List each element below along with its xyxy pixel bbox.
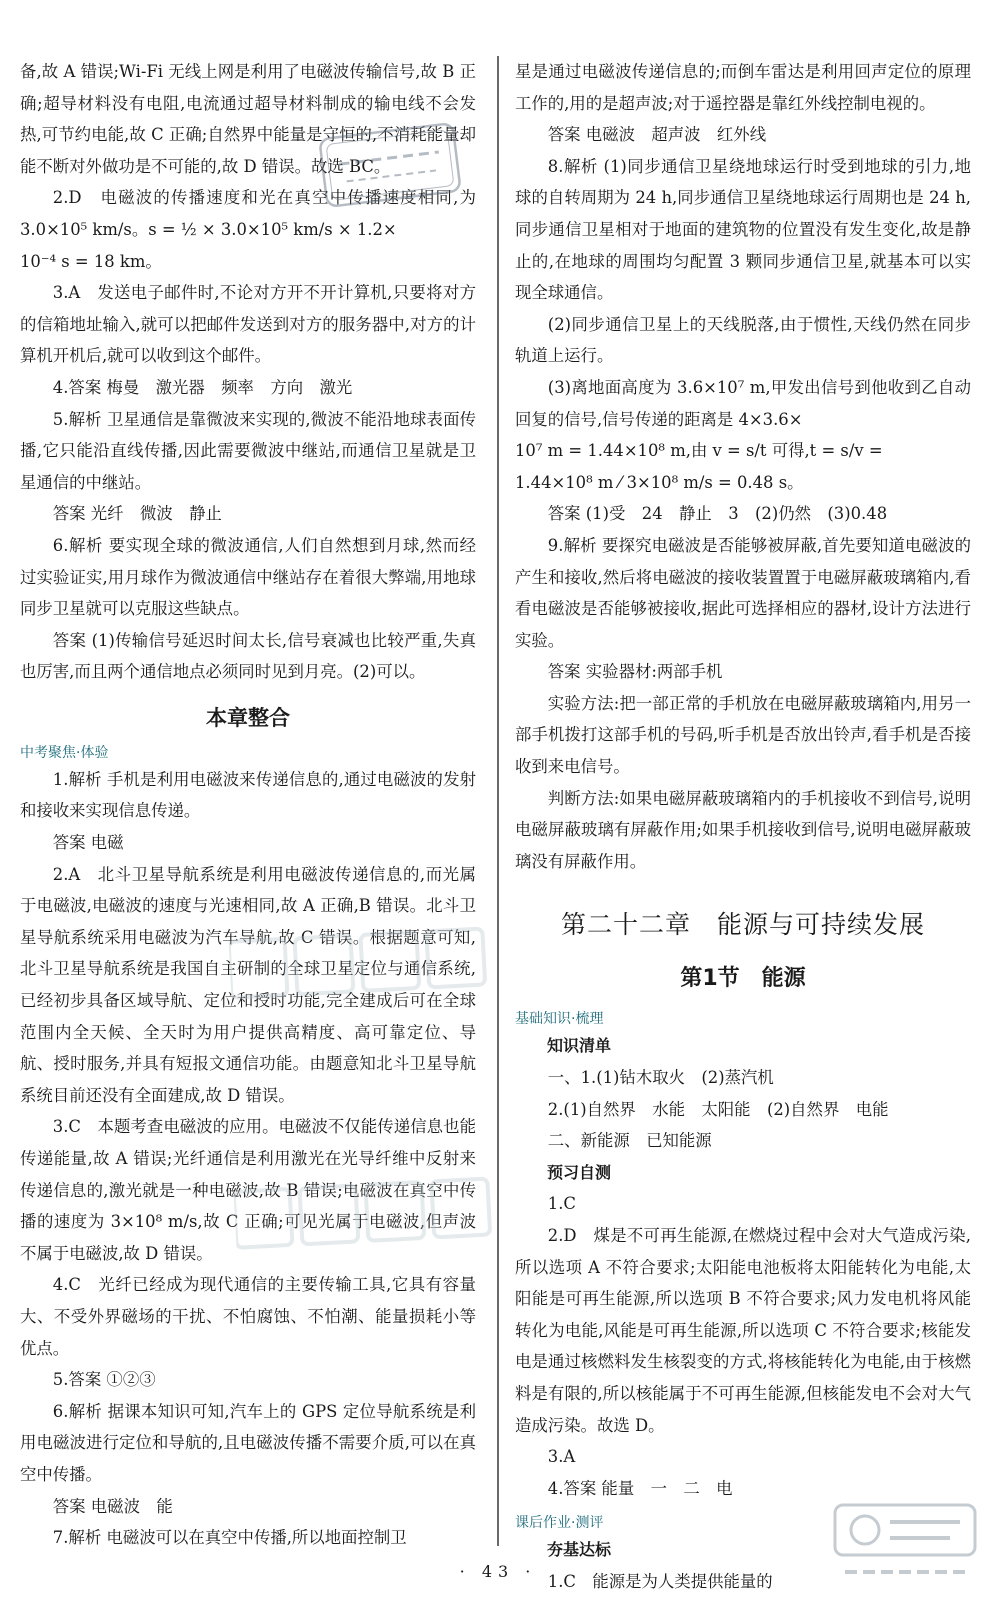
page-number: · 43 · [459, 1562, 537, 1581]
answer-2-line2: 10⁻⁴ s = 18 km。 [20, 251, 162, 271]
left-column [20, 56, 476, 1554]
subheading: 预习自测 [547, 1162, 612, 1182]
section-title: 第1节 能源 [680, 966, 806, 992]
section-tag: 课后作业·测评 [515, 1515, 604, 1532]
question-5: 5.答案 ①②③ [52, 1370, 156, 1390]
answer-8-part3-line3: 1.44×10⁸ m ⁄ 3×10⁸ m/s = 0.48 s。 [515, 472, 804, 492]
answer-5-result: 答案 光纤 微波 静止 [52, 504, 222, 524]
paragraph: 星是通过电磁波传递信息的;而倒车雷达是利用回声定位的原理工作的,用的是超声波;对于遥控器是靠红外线控制电视的。 [515, 62, 971, 113]
answer-9-judgement: 判断方法:如果电磁屏蔽玻璃箱内的手机接收不到信号,说明电磁屏蔽玻璃有屏蔽作用;如果手机接收到信号,说明电磁屏蔽玻璃没有屏蔽作用。 [515, 788, 971, 871]
right-column [515, 56, 971, 1598]
answer-9: 9.解析 要探究电磁波是否能够被屏蔽,首先要知道电磁波的产生和接收,然后将电磁波的接收装置置于电磁屏蔽玻璃箱内,看看电磁波是否能够被接收,据此可选择相应的器材,设计方法进行实验。 [515, 535, 971, 650]
knowledge-item-1: 一、1.(1)钻木取火 (2)蒸汽机 [547, 1068, 774, 1088]
answer-8-part3-line2: 10⁷ m = 1.44×10⁸ m,由 v = s/t 可得,t = s/v = [515, 441, 883, 461]
preview-2: 2.D 煤是不可再生能源,在燃烧过程中会对大气造成污染,所以选项 A 不符合要求;太阳能电池板将太阳能转化为电能,太阳能是可再生能源,所以选项 B 不符合要求;风力发电机将风能转化为电能,风能是可再生能源,所以选项 C 不符合要求;核能发电是通过核燃料发生核裂变的方式,将核能转化为电能,由于核燃料是有限的,所以核能属于不可再生能源,但核能发电不会对大气造成污染。故选 D。 [515, 1226, 971, 1435]
answer-4: 4.答案 梅曼 激光器 频率 方向 激光 [52, 377, 353, 397]
section-tag: 基础知识·梳理 [515, 1011, 604, 1028]
column-divider [497, 56, 499, 1546]
homework-1: 1.C 能源是为人类提供能量的 [547, 1571, 773, 1591]
answer-6: 6.解析 要实现全球的微波通信,人们自然想到月球,然而经过实验证实,用月球作为微波通信中继站存在着很大弊端,用地球同步卫星就可以克服这些缺点。 [20, 535, 476, 619]
question-1-answer: 答案 电磁 [52, 833, 124, 853]
paragraph: 备,故 A 错误;Wi-Fi 无线上网是利用了电磁波传输信号,故 B 正确;超导材料没有电阻,电流通过超导材料制成的输电线不会发热,可节约电能,故 C 正确;自然界中能量是守恒的,不消耗能量却能不断对外做功是不可能的,故 D 错误。故选 BC。 [20, 62, 476, 176]
section-title: 本章整合 [206, 705, 290, 730]
answer-2-line1: 2.D 电磁波的传播速度和光在真空中传播速度相同,为 3.0×10⁵ km/s。s = ½ × 3.0×10⁵ km/s × 1.2× [20, 188, 476, 239]
question-1: 1.解析 手机是利用电磁波来传递信息的,通过电磁波的发射和接收来实现信息传递。 [20, 769, 476, 821]
subheading: 知识清单 [547, 1036, 612, 1056]
subheading: 夯基达标 [547, 1540, 612, 1560]
question-4: 4.C 光纤已经成为现代通信的主要传输工具,它具有容量大、不受外界磁场的干扰、不怕腐蚀、不怕潮、能量损耗小等优点。 [20, 1275, 476, 1358]
question-6: 6.解析 据课本知识可知,汽车上的 GPS 定位导航系统是利用电磁波进行定位和导航的,且电磁波传播不需要介质,可以在真空中传播。 [20, 1401, 476, 1484]
answer-7-result: 答案 电磁波 超声波 红外线 [547, 125, 767, 145]
knowledge-item-2: 2.(1)自然界 水能 太阳能 (2)自然界 电能 [547, 1099, 889, 1119]
question-6-answer: 答案 电磁波 能 [52, 1496, 173, 1516]
answer-3: 3.A 发送电子邮件时,不论对方开不开计算机,只要将对方的信箱地址输入,就可以把邮件发送到对方的服务器中,对方的计算机开机后,就可以收到这个邮件。 [20, 283, 476, 366]
question-7: 7.解析 电磁波可以在真空中传播,所以地面控制卫 [52, 1528, 407, 1548]
preview-1: 1.C [547, 1194, 576, 1214]
question-2: 2.A 北斗卫星导航系统是利用电磁波传递信息的,而光属于电磁波,电磁波的速度与光速相同,故 A 正确,B 错误。北斗卫星导航系统采用电磁波为汽车导航,故 C 错误。根据题意可知,北斗卫星导航系统是我国自主研制的全球卫星定位与通信系统,已经初步具备区域导航、定位和授时功能,完全建成后可在全球范围内全天候、全天时为用户提供高精度、高可靠定位、导航、授时服务,并具有短报文通信功能。由题意知北斗卫星导航系统目前还没有全面建成,故 D 错误。 [20, 864, 476, 1105]
answer-5: 5.解析 卫星通信是靠微波来实现的,微波不能沿地球表面传播,它只能沿直线传播,因此需要微波中继站,而通信卫星就是卫星通信的中继站。 [20, 409, 476, 492]
preview-3: 3.A [547, 1447, 576, 1467]
answer-8-result: 答案 (1)受 24 静止 3 (2)仍然 (3)0.48 [547, 504, 888, 524]
preview-4: 4.答案 能量 一 二 电 [547, 1478, 733, 1498]
answer-6-result: 答案 (1)传输信号延迟时间太长,信号衰减也比较严重,失真也厉害,而且两个通信地点必须同时见到月亮。(2)可以。 [20, 630, 476, 682]
section-tag: 中考聚焦·体验 [20, 744, 109, 761]
answer-8-part2: (2)同步通信卫星上的天线脱落,由于惯性,天线仍然在同步轨道上运行。 [515, 314, 971, 366]
answer-9-result: 答案 实验器材:两部手机 [547, 662, 723, 682]
answer-8-part3-line1: (3)离地面高度为 3.6×10⁷ m,甲发出信号到他收到乙自动回复的信号,信号传递的距离是 4×3.6× [515, 377, 971, 429]
question-3: 3.C 本题考查电磁波的应用。电磁波不仅能传递信息也能传递能量,故 A 错误;光纤通信是利用激光在光导纤维中反射来传递信息的,激光就是一种电磁波,故 B 错误;电磁波在真空中传播的速度为 3×10⁸ m/s,故 C 正确;可见光属于电磁波,但声波不属于电磁波,故 D 错误。 [20, 1117, 476, 1263]
answer-9-method: 实验方法:把一部正常的手机放在电磁屏蔽玻璃箱内,用另一部手机拨打这部手机的号码,听手机是否放出铃声,看手机是否接收到来电信号。 [515, 693, 971, 777]
chapter-title: 第二十二章 能源与可持续发展 [560, 910, 925, 940]
knowledge-item-3: 二、新能源 已知能源 [547, 1131, 712, 1151]
answer-8: 8.解析 (1)同步通信卫星绕地球运行时受到地球的引力,地球的自转周期为 24 h,同步通信卫星绕地球运行周期也是 24 h,同步通信卫星相对于地面的建筑物的位置没有发生变化,故是静止的,在地球的周围均匀配置 3 颗同步通信卫星,就基本可以实现全球通信。 [515, 156, 971, 303]
